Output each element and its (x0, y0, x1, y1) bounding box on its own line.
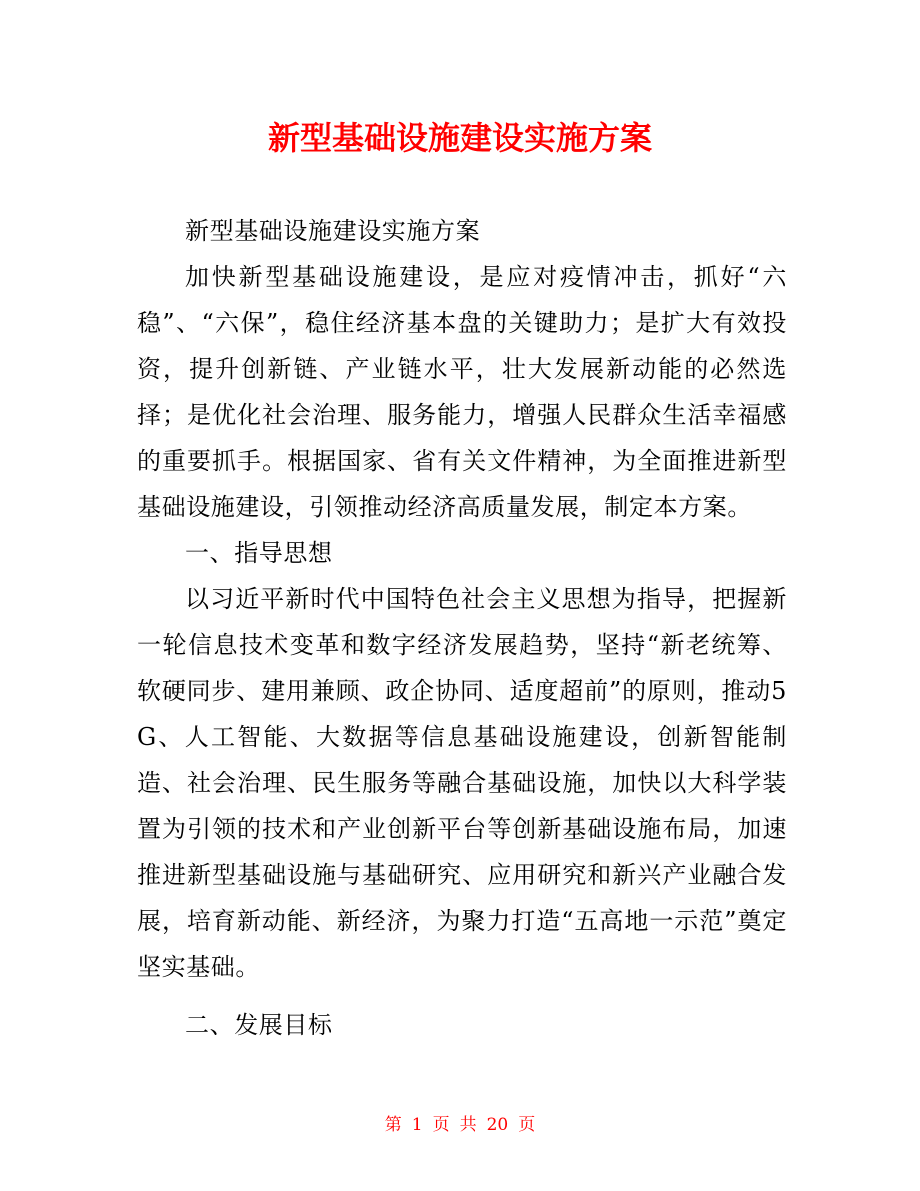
footer-current-page: 1 (411, 1115, 423, 1135)
document-title: 新型基础设施建设实施方案 (267, 119, 652, 157)
paragraph-subtitle: 新型基础设施建设实施方案 (185, 217, 481, 245)
footer-page-word: 页 (432, 1115, 450, 1135)
footer-total-pages: 20 (486, 1115, 509, 1135)
document-body (137, 208, 787, 1048)
footer-suffix: 页 (518, 1115, 536, 1135)
section-heading-guiding-ideology: 一、指导思想 (185, 539, 333, 567)
section-heading-development-goals: 二、发展目标 (185, 1011, 333, 1039)
footer-prefix: 第 (384, 1115, 402, 1135)
footer-total-prefix: 共 (459, 1115, 477, 1135)
page-footer (0, 1113, 920, 1137)
paragraph-intro: 加快新型基础设施建设，是应对疫情冲击，抓好“六稳”、“六保”，稳住经济基本盘的关键助力；是扩大有效投资，提升创新链、产业链水平，壮大发展新动能的必然选择；是优化社会治理、服务能力，增强人民群众生活幸福感的重要抓手。根据国家、省有关文件精神，为全面推进新型基础设施建设，引领推动经济高质量发展，制定本方案。 (137, 263, 787, 521)
paragraph-guiding-ideology: 以习近平新时代中国特色社会主义思想为指导，把握新一轮信息技术变革和数字经济发展趋势，坚持“新老统筹、软硬同步、建用兼顾、政企协同、适度超前”的原则，推动5G、人工智能、大数据等信息基础设施建设，创新智能制造、社会治理、民生服务等融合基础设施，加快以大科学装置为引领的技术和产业创新平台等创新基础设施布局，加速推进新型基础设施与基础研究、应用研究和新兴产业融合发展，培育新动能、新经济，为聚力打造“五高地一示范”奠定坚实基础。 (137, 585, 787, 981)
